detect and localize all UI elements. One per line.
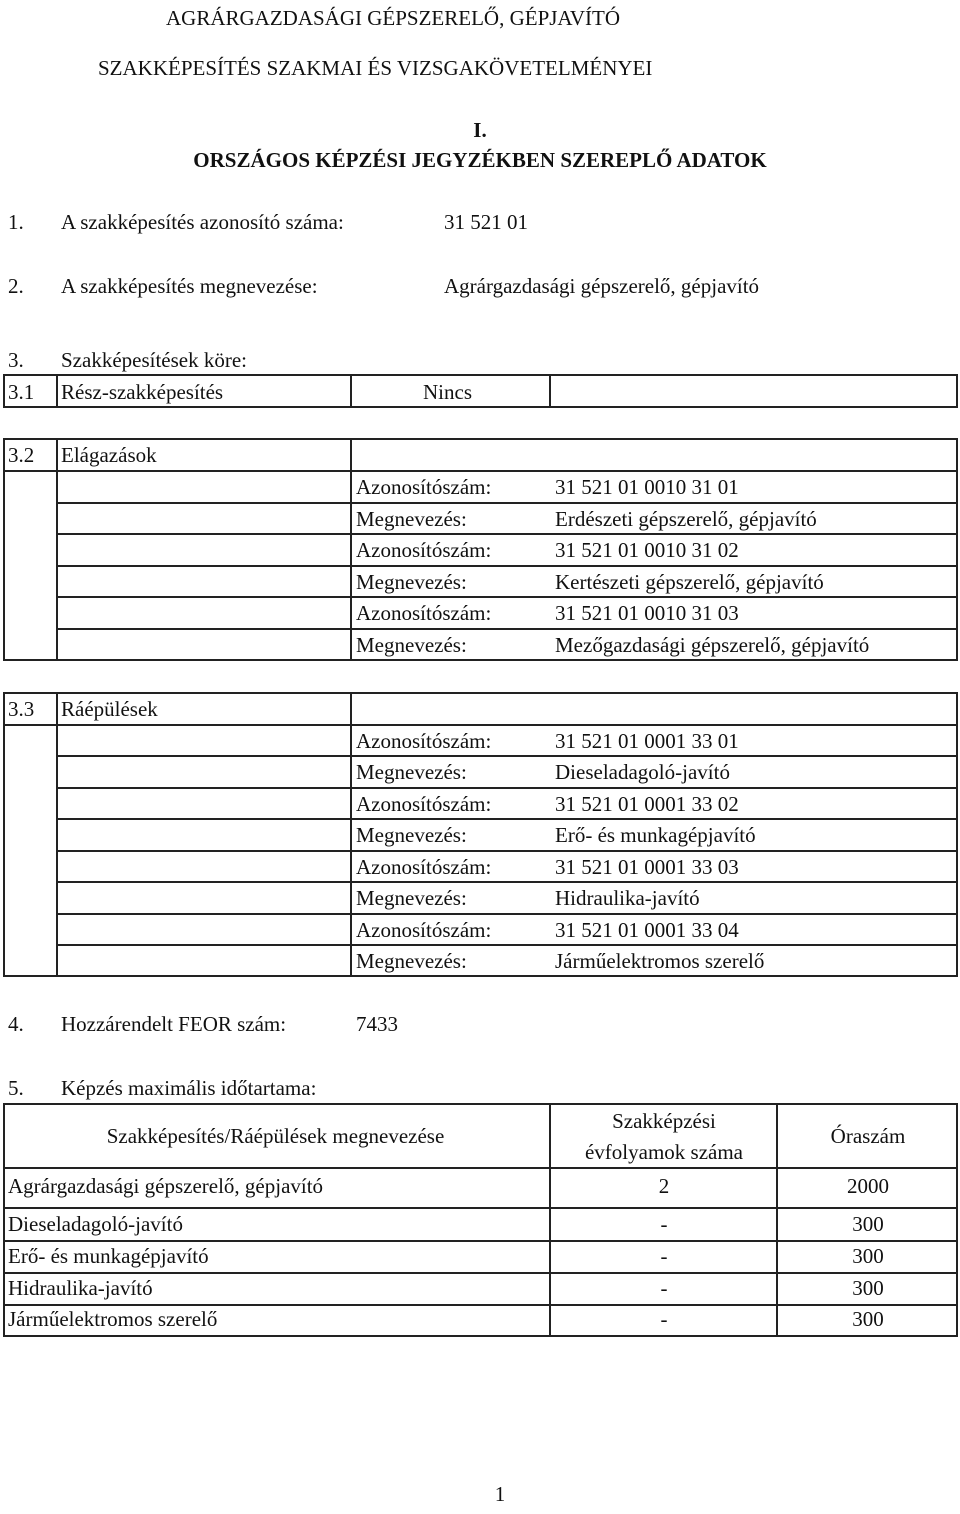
item33-row-key: Azonosítószám: <box>356 855 492 879</box>
item2-value: Agrárgazdasági gépszerelő, gépjavító <box>444 274 760 298</box>
item33-label: Ráépülések <box>61 697 158 721</box>
item33-row-key: Azonosítószám: <box>356 918 492 942</box>
duration-row-years: - <box>660 1307 668 1331</box>
duration-row-name: Erő- és munkagépjavító <box>8 1244 209 1268</box>
item32-row-key: Azonosítószám: <box>356 475 492 499</box>
item3-number: 3. <box>8 348 24 372</box>
item4-value: 7433 <box>356 1012 398 1036</box>
duration-row-years: 2 <box>658 1174 670 1198</box>
item33-row-value: Hidraulika-javító <box>555 886 700 910</box>
page-number: 1 <box>494 1482 506 1506</box>
item33-row-key: Megnevezés: <box>356 949 467 973</box>
section-number: I. <box>473 118 487 142</box>
duration-row-name: Járműelektromos szerelő <box>8 1307 218 1331</box>
item32-row-key: Azonosítószám: <box>356 601 492 625</box>
item4-label: Hozzárendelt FEOR szám: <box>61 1012 287 1036</box>
item32-row-value: 31 521 01 0010 31 01 <box>555 475 739 499</box>
item31-value: Nincs <box>423 380 472 404</box>
duration-header-hours: Óraszám <box>830 1124 906 1148</box>
item33-row-key: Azonosítószám: <box>356 729 492 753</box>
duration-row-hours: 2000 <box>847 1174 889 1198</box>
item33-row-value: Erő- és munkagépjavító <box>555 823 756 847</box>
item2-label: A szakképesítés megnevezése: <box>61 274 318 298</box>
item4-number: 4. <box>8 1012 24 1036</box>
item32-row-value: Kertészeti gépszerelő, gépjavító <box>555 570 824 594</box>
document-title-line2: SZAKKÉPESÍTÉS SZAKMAI ÉS VIZSGAKÖVETELMÉNYEI <box>98 56 653 80</box>
item5-label: Képzés maximális időtartama: <box>61 1076 317 1100</box>
item32-row-value: 31 521 01 0010 31 03 <box>555 601 739 625</box>
item32-row-key: Megnevezés: <box>356 633 467 657</box>
duration-row-hours: 300 <box>852 1307 884 1331</box>
item33-row-value: 31 521 01 0001 33 03 <box>555 855 739 879</box>
duration-row-years: - <box>660 1212 668 1236</box>
duration-header-name: Szakképesítés/Ráépülések megnevezése <box>106 1124 445 1148</box>
item33-number: 3.3 <box>8 697 35 721</box>
item32-row-key: Azonosítószám: <box>356 538 492 562</box>
item33-row-value: Járműelektromos szerelő <box>555 949 765 973</box>
duration-row-hours: 300 <box>852 1244 884 1268</box>
item33-row-value: 31 521 01 0001 33 04 <box>555 918 739 942</box>
item1-label: A szakképesítés azonosító száma: <box>61 210 344 234</box>
item5-number: 5. <box>8 1076 24 1100</box>
item33-row-value: Dieseladagoló-javító <box>555 760 730 784</box>
section-title: ORSZÁGOS KÉPZÉSI JEGYZÉKBEN SZEREPLŐ ADATOK <box>193 148 767 172</box>
item31-number: 3.1 <box>8 380 35 404</box>
item32-row-key: Megnevezés: <box>356 570 467 594</box>
item33-row-key: Megnevezés: <box>356 886 467 910</box>
duration-row-years: - <box>660 1276 668 1300</box>
duration-header-years-line2: évfolyamok száma <box>584 1140 744 1164</box>
item33-row-key: Azonosítószám: <box>356 792 492 816</box>
item32-row-value: 31 521 01 0010 31 02 <box>555 538 739 562</box>
item3-label: Szakképesítések köre: <box>61 348 248 372</box>
duration-row-name: Dieseladagoló-javító <box>8 1212 183 1236</box>
item1-value: 31 521 01 <box>444 210 528 234</box>
item33-row-value: 31 521 01 0001 33 02 <box>555 792 739 816</box>
item1-number: 1. <box>8 210 24 234</box>
document-title-line1: AGRÁRGAZDASÁGI GÉPSZERELŐ, GÉPJAVÍTÓ <box>166 6 621 30</box>
item2-number: 2. <box>8 274 24 298</box>
duration-row-hours: 300 <box>852 1212 884 1236</box>
duration-row-years: - <box>660 1244 668 1268</box>
duration-row-hours: 300 <box>852 1276 884 1300</box>
item32-row-value: Mezőgazdasági gépszerelő, gépjavító <box>555 633 870 657</box>
item33-row-value: 31 521 01 0001 33 01 <box>555 729 739 753</box>
item32-row-key: Megnevezés: <box>356 507 467 531</box>
duration-row-name: Agrárgazdasági gépszerelő, gépjavító <box>8 1174 324 1198</box>
item32-label: Elágazások <box>61 443 157 467</box>
item32-number: 3.2 <box>8 443 35 467</box>
duration-header-years-line1: Szakképzési <box>612 1109 716 1133</box>
item33-row-key: Megnevezés: <box>356 823 467 847</box>
item33-row-key: Megnevezés: <box>356 760 467 784</box>
item32-row-value: Erdészeti gépszerelő, gépjavító <box>555 507 817 531</box>
item31-label: Rész-szakképesítés <box>61 380 224 404</box>
duration-row-name: Hidraulika-javító <box>8 1276 153 1300</box>
